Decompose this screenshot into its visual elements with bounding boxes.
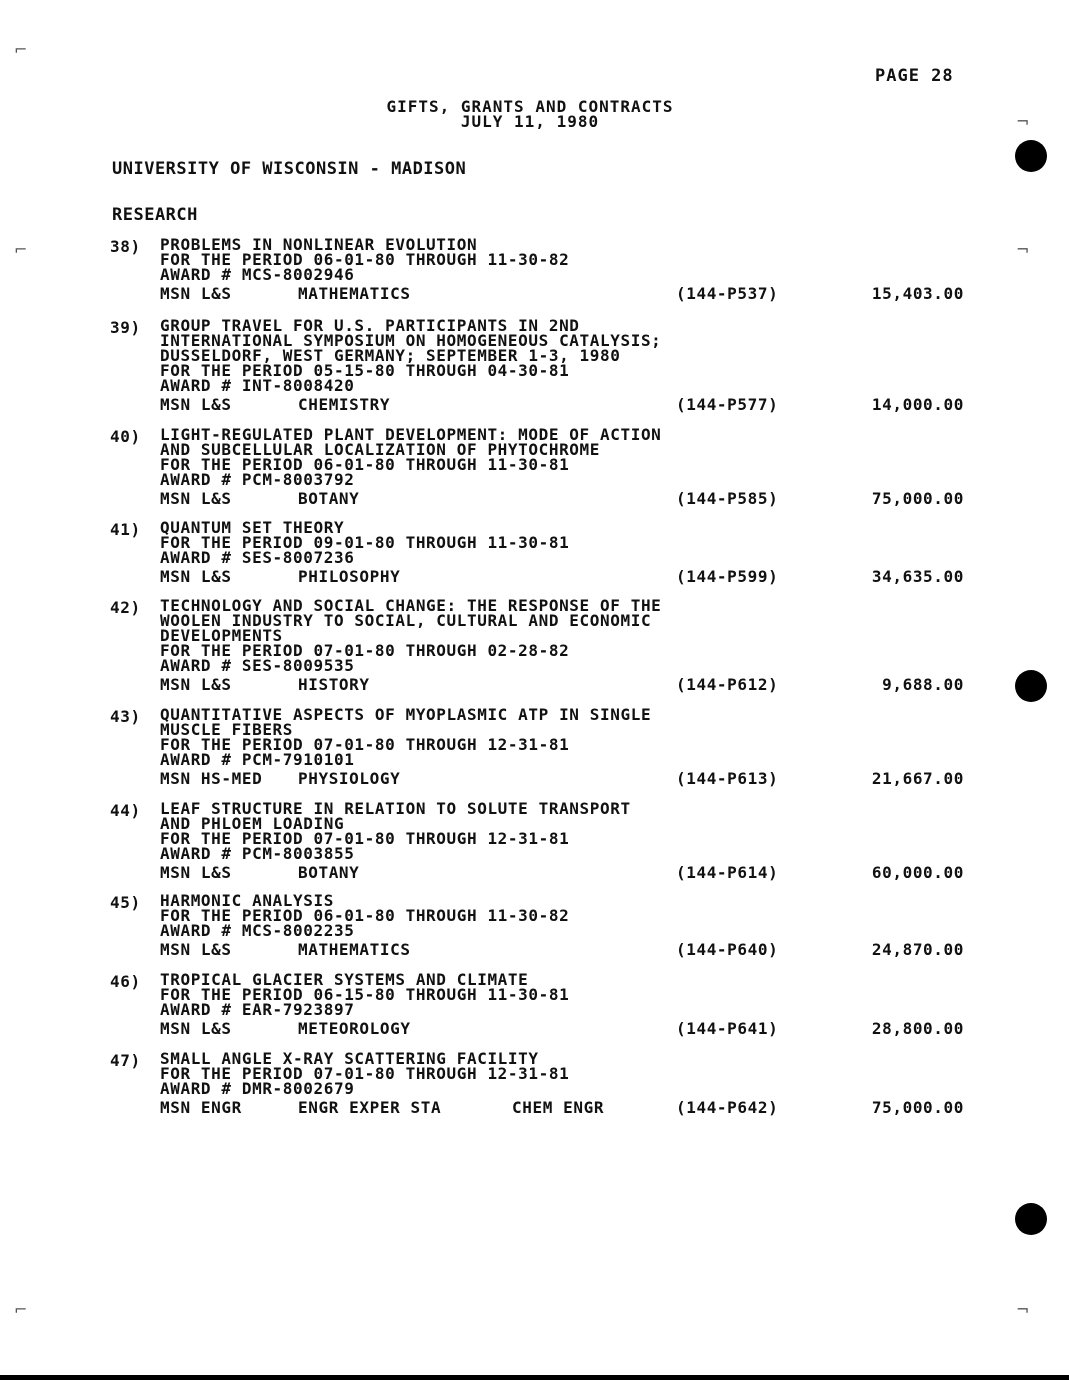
grant-detail-line: AWARD # SES-8009535 <box>160 656 355 675</box>
grant-detail-line: DUSSELDORF, WEST GERMANY; SEPTEMBER 1-3, 1980 <box>160 346 621 365</box>
grant-detail-line: FOR THE PERIOD 07-01-80 THROUGH 12-31-81 <box>160 1064 570 1083</box>
account-code: (144-P613) <box>676 769 779 788</box>
account-code: (144-P585) <box>676 489 779 508</box>
entry-number: 44) <box>110 801 141 820</box>
grant-detail-line: FOR THE PERIOD 05-15-80 THROUGH 04-30-81 <box>160 361 570 380</box>
campus-unit: MSN L&S <box>160 863 232 882</box>
grant-detail-line: FOR THE PERIOD 09-01-80 THROUGH 11-30-81 <box>160 533 570 552</box>
department: BOTANY <box>298 489 360 508</box>
department: PHYSIOLOGY <box>298 769 401 788</box>
grant-title: GROUP TRAVEL FOR U.S. PARTICIPANTS IN 2ND <box>160 316 580 335</box>
entry-number: 43) <box>110 707 141 726</box>
award-amount: 24,870.00 <box>871 940 964 959</box>
award-amount: 34,635.00 <box>871 567 964 586</box>
edge-mark: ⌐ <box>14 40 28 59</box>
grant-detail-line: FOR THE PERIOD 07-01-80 THROUGH 12-31-81 <box>160 735 570 754</box>
award-amount: 21,667.00 <box>871 769 964 788</box>
entry-number: 42) <box>110 598 141 617</box>
department: MATHEMATICS <box>298 284 411 303</box>
edge-mark: ¬ <box>1016 240 1030 259</box>
grant-title: TECHNOLOGY AND SOCIAL CHANGE: THE RESPONSE OF THE <box>160 596 662 615</box>
grant-detail-line: AND PHLOEM LOADING <box>160 814 345 833</box>
document-title: GIFTS, GRANTS AND CONTRACTS <box>386 97 674 116</box>
grant-title: HARMONIC ANALYSIS <box>160 891 334 910</box>
entry-number: 41) <box>110 520 141 539</box>
grant-detail-line: INTERNATIONAL SYMPOSIUM ON HOMOGENEOUS CATALYSIS; <box>160 331 662 350</box>
award-amount: 15,403.00 <box>871 284 964 303</box>
grant-title: LEAF STRUCTURE IN RELATION TO SOLUTE TRANSPORT <box>160 799 631 818</box>
campus-unit: MSN L&S <box>160 940 232 959</box>
account-code: (144-P614) <box>676 863 779 882</box>
campus-unit: MSN L&S <box>160 567 232 586</box>
punch-hole <box>1015 1203 1047 1235</box>
entry-number: 46) <box>110 972 141 991</box>
sub-department: CHEM ENGR <box>512 1098 605 1117</box>
account-code: (144-P537) <box>676 284 779 303</box>
institution-name: UNIVERSITY OF WISCONSIN - MADISON <box>112 159 467 179</box>
department: HISTORY <box>298 675 370 694</box>
grant-detail-line: AWARD # PCM-7910101 <box>160 750 355 769</box>
edge-mark: ¬ <box>1016 112 1030 131</box>
grant-title: TROPICAL GLACIER SYSTEMS AND CLIMATE <box>160 970 529 989</box>
award-amount: 75,000.00 <box>871 489 964 508</box>
grant-detail-line: AWARD # MCS-8002946 <box>160 265 355 284</box>
award-amount: 9,688.00 <box>882 675 964 694</box>
entry-number: 40) <box>110 427 141 446</box>
grant-detail-line: AWARD # MCS-8002235 <box>160 921 355 940</box>
department: BOTANY <box>298 863 360 882</box>
grant-detail-line: FOR THE PERIOD 06-15-80 THROUGH 11-30-81 <box>160 985 570 1004</box>
grant-title: QUANTITATIVE ASPECTS OF MYOPLASMIC ATP IN SINGLE <box>160 705 652 724</box>
grant-detail-line: FOR THE PERIOD 07-01-80 THROUGH 02-28-82 <box>160 641 570 660</box>
account-code: (144-P599) <box>676 567 779 586</box>
account-code: (144-P612) <box>676 675 779 694</box>
grant-detail-line: AWARD # PCM-8003792 <box>160 470 355 489</box>
entry-number: 39) <box>110 318 141 337</box>
award-amount: 14,000.00 <box>871 395 964 414</box>
campus-unit: MSN ENGR <box>160 1098 242 1117</box>
campus-unit: MSN HS-MED <box>160 769 263 788</box>
award-amount: 28,800.00 <box>871 1019 964 1038</box>
entry-number: 38) <box>110 237 141 256</box>
section-heading: RESEARCH <box>112 205 198 225</box>
entry-number: 47) <box>110 1051 141 1070</box>
grant-detail-line: MUSCLE FIBERS <box>160 720 294 739</box>
grant-detail-line: AWARD # SES-8007236 <box>160 548 355 567</box>
grant-detail-line: AWARD # PCM-8003855 <box>160 844 355 863</box>
document-date: JULY 11, 1980 <box>460 112 600 131</box>
grant-detail-line: DEVELOPMENTS <box>160 626 283 645</box>
account-code: (144-P642) <box>676 1098 779 1117</box>
grant-detail-line: AWARD # INT-8008420 <box>160 376 355 395</box>
campus-unit: MSN L&S <box>160 675 232 694</box>
page-number: PAGE 28 <box>875 66 954 86</box>
grant-detail-line: FOR THE PERIOD 06-01-80 THROUGH 11-30-82 <box>160 906 570 925</box>
scan-edge <box>0 1375 1069 1380</box>
edge-mark: ¬ <box>1016 1300 1030 1319</box>
entry-number: 45) <box>110 893 141 912</box>
edge-mark: ⌐ <box>14 240 28 259</box>
campus-unit: MSN L&S <box>160 395 232 414</box>
department: ENGR EXPER STA <box>298 1098 442 1117</box>
campus-unit: MSN L&S <box>160 489 232 508</box>
grant-detail-line: WOOLEN INDUSTRY TO SOCIAL, CULTURAL AND ECONOMIC <box>160 611 652 630</box>
award-amount: 60,000.00 <box>871 863 964 882</box>
grant-detail-line: FOR THE PERIOD 06-01-80 THROUGH 11-30-81 <box>160 455 570 474</box>
punch-hole <box>1015 670 1047 702</box>
department: METEOROLOGY <box>298 1019 411 1038</box>
grant-title: PROBLEMS IN NONLINEAR EVOLUTION <box>160 235 478 254</box>
department: MATHEMATICS <box>298 940 411 959</box>
grant-detail-line: AND SUBCELLULAR LOCALIZATION OF PHYTOCHROME <box>160 440 601 459</box>
department: PHILOSOPHY <box>298 567 401 586</box>
punch-hole <box>1015 140 1047 172</box>
grant-detail-line: FOR THE PERIOD 07-01-80 THROUGH 12-31-81 <box>160 829 570 848</box>
award-amount: 75,000.00 <box>871 1098 964 1117</box>
grant-detail-line: AWARD # EAR-7923897 <box>160 1000 355 1019</box>
campus-unit: MSN L&S <box>160 284 232 303</box>
grant-title: SMALL ANGLE X-RAY SCATTERING FACILITY <box>160 1049 539 1068</box>
grant-title: LIGHT-REGULATED PLANT DEVELOPMENT: MODE OF ACTION <box>160 425 662 444</box>
edge-mark: ⌐ <box>14 1300 28 1319</box>
account-code: (144-P640) <box>676 940 779 959</box>
grant-title: QUANTUM SET THEORY <box>160 518 345 537</box>
grant-detail-line: AWARD # DMR-8002679 <box>160 1079 355 1098</box>
grant-detail-line: FOR THE PERIOD 06-01-80 THROUGH 11-30-82 <box>160 250 570 269</box>
department: CHEMISTRY <box>298 395 391 414</box>
account-code: (144-P641) <box>676 1019 779 1038</box>
account-code: (144-P577) <box>676 395 779 414</box>
campus-unit: MSN L&S <box>160 1019 232 1038</box>
